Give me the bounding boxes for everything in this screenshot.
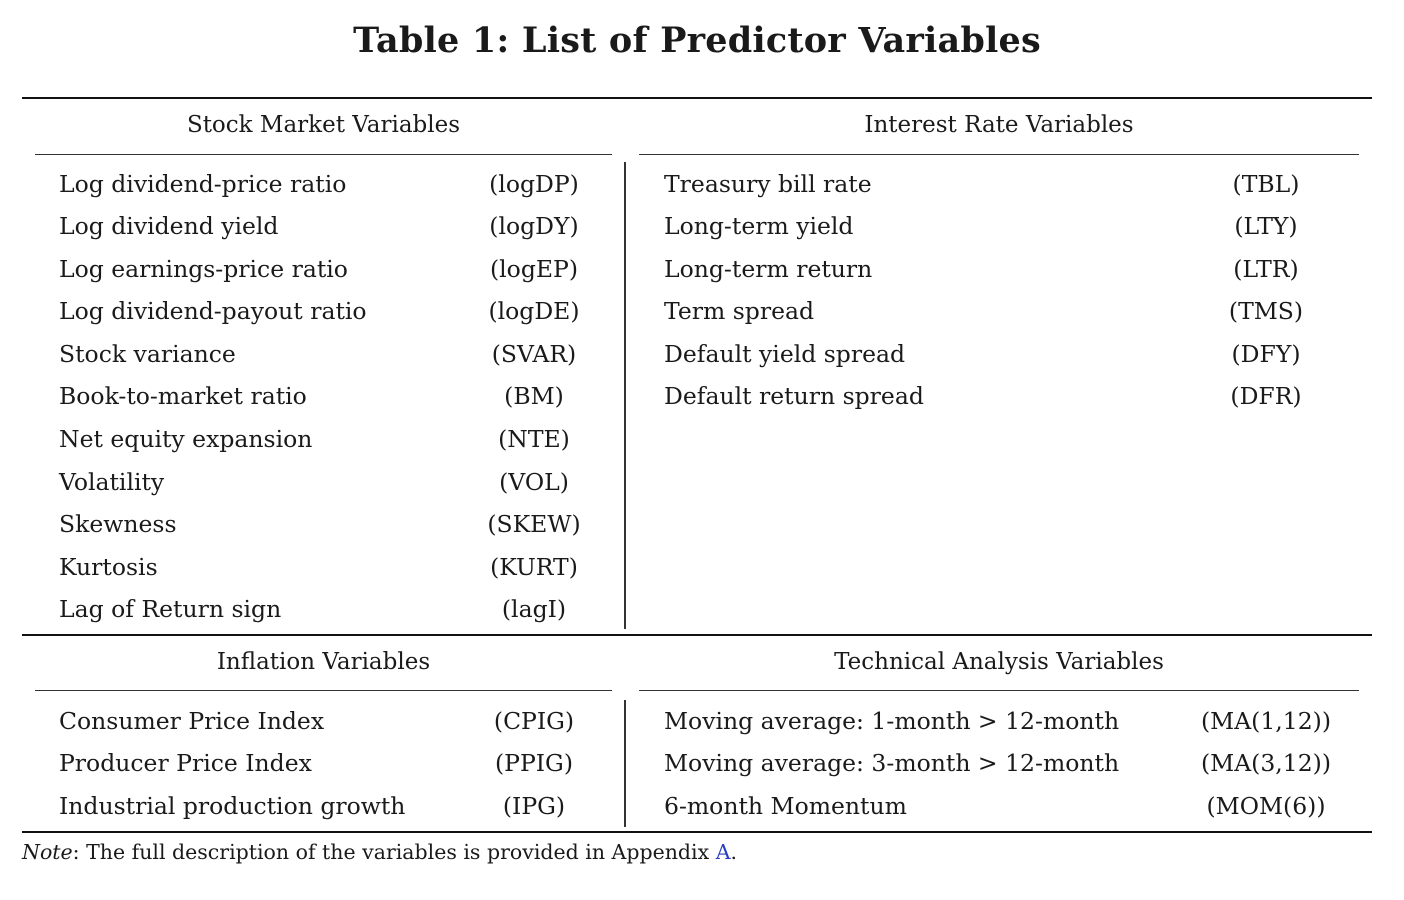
mid-rule <box>22 634 1372 636</box>
variable-name: Producer Price Index <box>59 749 312 777</box>
note-end: . <box>730 840 738 864</box>
variable-name: Term spread <box>664 297 815 325</box>
variable-name: Net equity expansion <box>59 425 313 453</box>
variable-name: Volatility <box>59 468 165 496</box>
variable-abbr: (logDP) <box>489 170 579 198</box>
variable-abbr: (KURT) <box>490 553 578 581</box>
variable-abbr: (logDE) <box>488 297 580 325</box>
variable-abbr: (NTE) <box>498 425 570 453</box>
variable-abbr: (LTY) <box>1234 212 1298 240</box>
appendix-link[interactable]: A <box>715 840 731 864</box>
variable-name: Long-term return <box>664 255 873 283</box>
technical-analysis-header: Technical Analysis Variables <box>834 649 1164 675</box>
note-label: Note <box>22 840 73 864</box>
variable-name: Moving average: 3-month > 12-month <box>664 749 1120 777</box>
variable-name: Log dividend yield <box>59 212 279 240</box>
variable-abbr: (SVAR) <box>491 340 577 368</box>
stock-market-header: Stock Market Variables <box>186 112 461 138</box>
variable-name: Consumer Price Index <box>59 707 325 735</box>
technical-header-underline <box>639 690 1359 691</box>
variable-abbr: (logEP) <box>489 255 578 283</box>
top-rule <box>22 97 1372 99</box>
variable-abbr: (DFY) <box>1231 340 1301 368</box>
variable-abbr: (TBL) <box>1232 170 1300 198</box>
variable-name: Default return spread <box>664 382 924 410</box>
variable-abbr: (IPG) <box>502 792 566 820</box>
variable-name: Default yield spread <box>664 340 906 368</box>
variable-abbr: (DFR) <box>1230 382 1302 410</box>
variable-name: Log earnings-price ratio <box>59 255 348 283</box>
lower-column-separator <box>624 700 626 827</box>
variable-abbr: (VOL) <box>499 468 569 496</box>
upper-column-separator <box>624 162 626 629</box>
variable-abbr: (PPIG) <box>494 749 574 777</box>
variable-abbr: (SKEW) <box>487 510 581 538</box>
variable-abbr: (logDY) <box>489 212 579 240</box>
variable-name: 6-month Momentum <box>664 792 907 820</box>
variable-name: Moving average: 1-month > 12-month <box>664 707 1120 735</box>
variable-abbr: (LTR) <box>1233 255 1299 283</box>
interest-rate-header: Interest Rate Variables <box>864 112 1134 138</box>
variable-name: Log dividend-payout ratio <box>59 297 367 325</box>
variable-abbr: (MOM(6)) <box>1206 792 1326 820</box>
inflation-header: Inflation Variables <box>216 649 431 675</box>
table-note <box>22 840 737 864</box>
variable-name: Kurtosis <box>59 553 158 581</box>
variable-abbr: (lagI) <box>501 595 567 623</box>
variable-name: Skewness <box>59 510 177 538</box>
interest-header-underline <box>639 154 1359 155</box>
inflation-header-underline <box>35 690 612 691</box>
variable-abbr: (CPIG) <box>493 707 575 735</box>
variable-abbr: (TMS) <box>1228 297 1304 325</box>
variable-name: Stock variance <box>59 340 236 368</box>
variable-name: Log dividend-price ratio <box>59 170 347 198</box>
variable-name: Lag of Return sign <box>59 595 282 623</box>
variable-name: Industrial production growth <box>59 792 406 820</box>
variable-abbr: (MA(1,12)) <box>1200 707 1332 735</box>
note-text: : The full description of the variables is provided in Appendix <box>72 840 716 864</box>
variable-name: Long-term yield <box>664 212 854 240</box>
variable-name: Treasury bill rate <box>664 170 872 198</box>
variable-name: Book-to-market ratio <box>59 382 307 410</box>
stock-header-underline <box>35 154 612 155</box>
table-title: Table 1: List of Predictor Variables <box>353 20 1041 61</box>
variable-abbr: (MA(3,12)) <box>1200 749 1332 777</box>
bottom-rule <box>22 831 1372 833</box>
variable-abbr: (BM) <box>504 382 564 410</box>
